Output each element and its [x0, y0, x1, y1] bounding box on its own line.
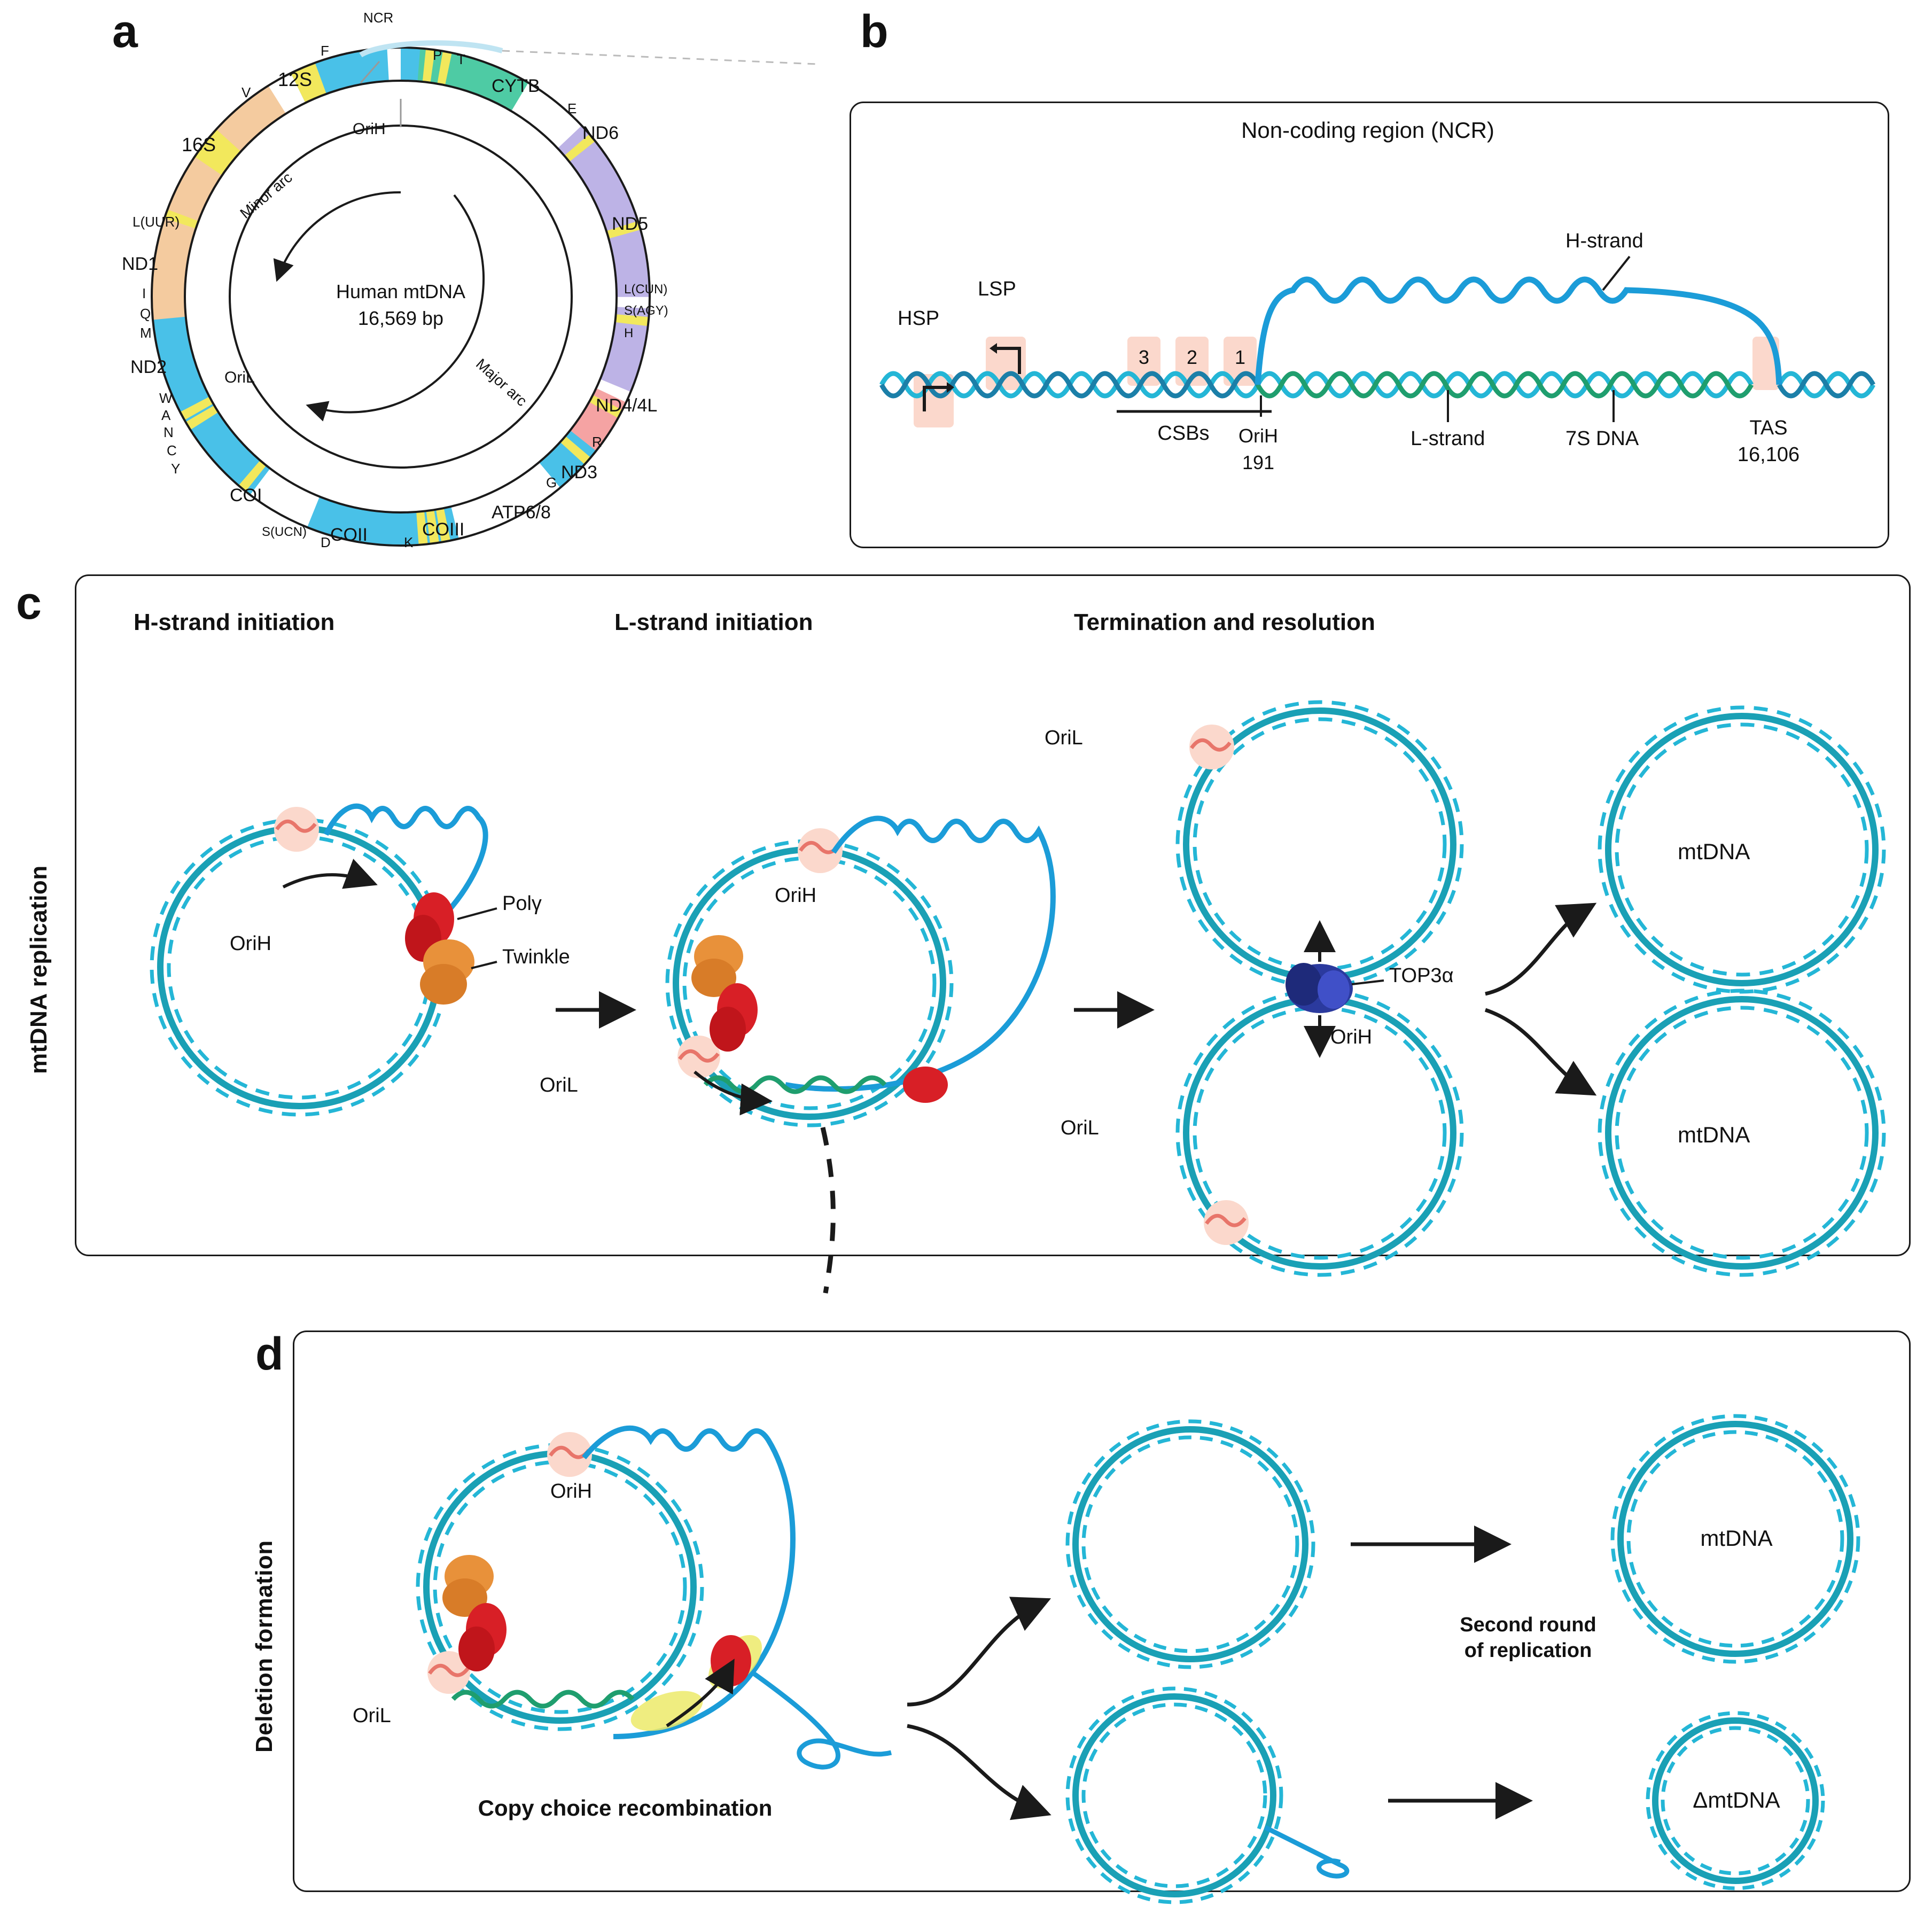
gene-label-cytb: CYTB — [492, 76, 540, 96]
tas-position: 16,106 — [1737, 443, 1800, 466]
panel-c — [0, 556, 1932, 1266]
csbs-label: CSBs — [1157, 422, 1210, 445]
copy-choice-caption: Copy choice recombination — [478, 1795, 773, 1820]
orih-label-c2: OriH — [775, 884, 817, 907]
trna-label-sucn: S(UCN) — [262, 525, 307, 539]
trna-label-r: R — [592, 434, 602, 450]
second-round-line1: Second round — [1460, 1614, 1596, 1636]
second-round-line2: of replication — [1464, 1639, 1592, 1662]
mtdna-center-title: Human mtDNA — [336, 281, 466, 302]
trna-label-i: I — [142, 285, 146, 301]
trna-label-p: P — [433, 47, 442, 63]
polg-label: Polγ — [502, 892, 542, 915]
major-arc-label: Major arc — [472, 355, 531, 410]
oril-label-a: OriL — [224, 369, 255, 386]
panel-d-letter: d — [255, 1328, 284, 1380]
panel-a — [0, 0, 833, 566]
ncr-label-a: NCR — [363, 10, 394, 26]
orih-label-b: OriH — [1238, 425, 1278, 447]
seven-s-dna-label: 7S DNA — [1565, 427, 1639, 450]
csb-2-label: 2 — [1186, 346, 1198, 368]
oril-label-d: OriL — [353, 1705, 391, 1727]
top3a-label: TOP3α — [1389, 964, 1454, 987]
gene-label-nd6: ND6 — [582, 123, 619, 143]
orih-label-c3: OriH — [1330, 1026, 1373, 1048]
product-label-d2: ΔmtDNA — [1693, 1787, 1780, 1812]
trna-label-e: E — [567, 100, 577, 116]
oril-label-c3-top: OriL — [1045, 727, 1083, 749]
trna-label-sagy: S(AGY) — [624, 304, 668, 318]
trna-label-q: Q — [140, 306, 151, 322]
mtdna-center-size: 16,569 bp — [357, 307, 444, 329]
gene-label-nd3: ND3 — [561, 462, 598, 483]
panel-c-graphic — [75, 588, 1907, 1229]
gene-label-16s: 16S — [182, 134, 216, 155]
orih-label-d: OriH — [550, 1480, 593, 1503]
product-label-c2: mtDNA — [1678, 1122, 1750, 1147]
gene-label-coiii: COIII — [422, 519, 465, 540]
trna-label-f: F — [321, 43, 329, 59]
ncr-strand-graphic — [850, 160, 1886, 534]
gene-label-coii: COII — [330, 525, 368, 545]
gene-label-luur: L(UUR) — [133, 214, 180, 230]
panel-d — [0, 1298, 1932, 1922]
orih-label-a: OriH — [353, 120, 386, 138]
trna-label-g: G — [546, 474, 557, 491]
gene-label-nd5: ND5 — [612, 214, 649, 234]
panel-d-side-title: Deletion formation — [251, 1540, 277, 1753]
step-title-termination: Termination and resolution — [1074, 609, 1375, 635]
tas-label: TAS — [1749, 417, 1788, 439]
gene-label-nd2: ND2 — [130, 357, 167, 377]
oril-label-c3-bottom: OriL — [1061, 1117, 1099, 1139]
panel-b-title: Non-coding region (NCR) — [1241, 118, 1494, 143]
step-title-h-strand: H-strand initiation — [134, 609, 335, 635]
h-strand-label-b: H-strand — [1565, 230, 1643, 252]
lsp-label: LSP — [978, 278, 1016, 300]
trna-label-n: N — [163, 424, 174, 440]
gene-label-atp68: ATP6/8 — [492, 502, 551, 523]
step-title-l-strand: L-strand initiation — [614, 609, 813, 635]
trna-label-y: Y — [171, 461, 181, 477]
twinkle-label: Twinkle — [502, 946, 570, 968]
panel-c-side-title: mtDNA replication — [26, 865, 52, 1074]
trna-label-c: C — [167, 442, 177, 458]
hsp-label: HSP — [898, 307, 940, 330]
trna-label-w: W — [159, 390, 173, 406]
oril-label-c2: OriL — [540, 1074, 578, 1096]
gene-label-nd44l: ND4/4L — [596, 395, 658, 416]
trna-label-d: D — [321, 534, 331, 550]
product-label-c1: mtDNA — [1678, 839, 1750, 864]
csb-1-label: 1 — [1234, 346, 1246, 368]
trna-label-k: K — [404, 534, 414, 550]
minor-arc-label: Minor arc — [237, 169, 295, 222]
panel-b — [833, 0, 1932, 566]
panel-a-letter: a — [112, 6, 138, 57]
orih-position-b: 191 — [1242, 452, 1275, 473]
trna-label-v: V — [242, 84, 251, 100]
panel-c-letter: c — [16, 578, 42, 629]
product-label-d1: mtDNA — [1700, 1526, 1773, 1551]
trna-label-t: T — [457, 51, 465, 67]
trna-label-h: H — [624, 326, 634, 340]
trna-label-a: A — [161, 407, 171, 423]
gene-label-nd1: ND1 — [122, 254, 159, 274]
panel-b-letter: b — [860, 6, 889, 57]
l-strand-label-b: L-strand — [1411, 427, 1485, 450]
trna-label-m: M — [140, 325, 152, 341]
orih-label-c1: OriH — [230, 932, 272, 955]
trna-label-lcun: L(CUN) — [624, 282, 668, 297]
gene-label-12s: 12S — [278, 68, 313, 90]
csb-3-label: 3 — [1138, 346, 1150, 368]
gene-label-coi: COI — [230, 485, 262, 505]
